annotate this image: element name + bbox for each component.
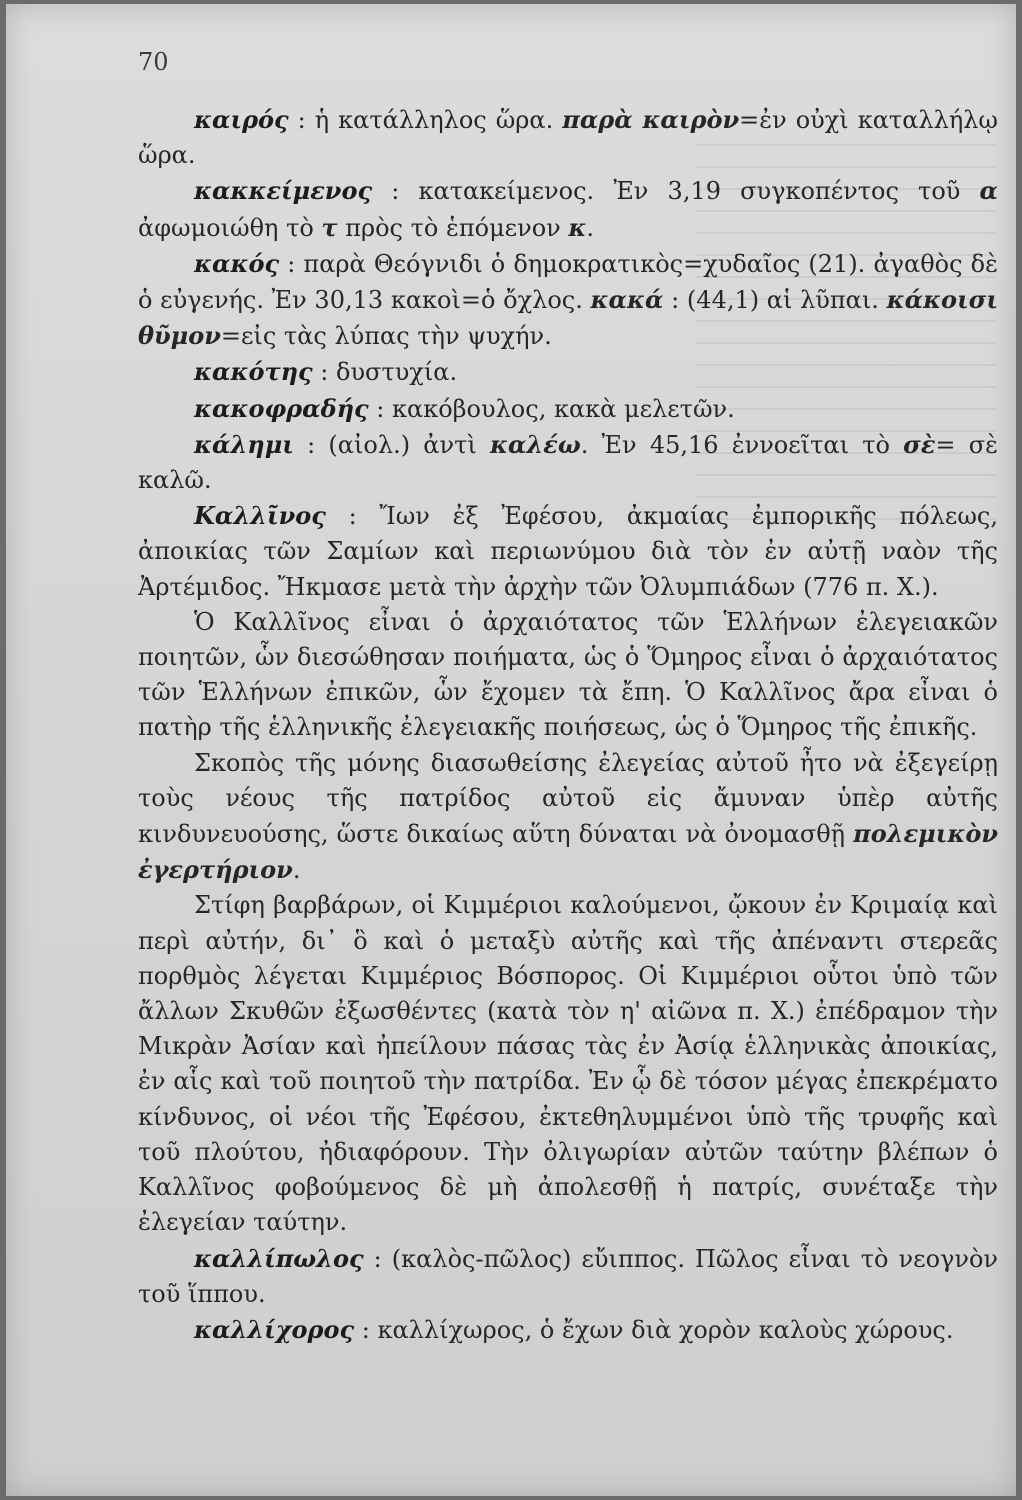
scanned-page bbox=[6, 4, 1016, 1496]
entry-kakos: κακός : παρὰ Θεόγνιδι ὁ δημοκρατικὸς=χυδαῖος (21). ἀγαθὸς δὲ ὁ εὐγενής. Ἐν 30,13 κακοὶ=ὁ ὄχλος. κακά : (44,1) αἱ λῦπαι. κάκοισι θῦμον=εἰς τὰς λύπας τὴν ψυχήν. bbox=[138, 248, 998, 351]
entry-kallipolos: καλλίπωλος : (καλὸς-πῶλος) εὔιππος. Πῶλος εἶναι τὸ νεογνὸν τοῦ ἵππου. bbox=[138, 1243, 998, 1308]
entry-kakophrades: κακοφραδής : κακόβουλος, κακὰ μελετῶν. bbox=[194, 393, 735, 423]
entry-kalemi: κάλημι : (αἰολ.) ἀντὶ καλέω. Ἐν 45,16 ἐννοεῖται τὸ σὲ= σὲ καλῶ. bbox=[138, 429, 999, 495]
headword: κακοφραδής bbox=[194, 393, 369, 423]
paragraph-kallinos-3: Στίφη βαρβάρων, οἱ Κιμμέριοι καλούμενοι, ᾤκουν ἐν Κριμαίᾳ καὶ περὶ αὐτήν, δι᾽ ὃ καὶ ὁ μεταξὺ αὐτῆς καὶ τῆς ἀπέναντι στερεᾶς πορθμὸς λέγεται Κιμμέριος Βόσπορος. Οἱ Κιμμέριοι οὗτοι ὑπὸ τῶν ἄλλων Σκυθῶν ἐξωσθέντες (κατὰ τὸν η' αἰῶνα π. Χ.) ἐπέδραμον τὴν Μικρὰν Ἀσίαν καὶ ἠπείλουν πάσας τὰς ἐν Ἀσίᾳ ἑλληνικὰς ἀποικίας, ἐν αἷς καὶ τοῦ ποιητοῦ τὴν πατρίδα. Ἐν ᾧ δὲ τόσον μέγας ἐπεκρέματο κίνδυνος, οἱ νέοι τῆς Ἐφέσου, ἐκτεθηλυμμένοι ὑπὸ τῆς τρυφῆς καὶ τοῦ πλούτου, ἠδιαφόρουν. Τὴν ὀλιγωρίαν αὐτῶν ταύτην βλέπων ὁ Καλλῖνος φοβούμενος δὲ μὴ ἀπολεσθῇ ἡ πατρίς, συνέταξε τὴν ἐλεγείαν ταύτην. bbox=[138, 891, 998, 1237]
entry-kakotes: κακότης : δυστυχία. bbox=[194, 357, 458, 387]
headword: καλλίπωλος bbox=[194, 1243, 364, 1273]
entry-kallinos: Καλλῖνος : Ἴων ἐξ Ἐφέσου, ἀκμαίας ἐμπορικῆς πόλεως, ἀποικίας τῶν Σαμίων καὶ περιωνύμου διὰ τὸν ἐν αὐτῇ ναὸν τῆς Ἀρτέμιδος. Ἤκμασε μετὰ τὴν ἀρχὴν τῶν Ὀλυμπιάδων (776 π. Χ.). bbox=[138, 501, 998, 601]
headword: κακκείμενος bbox=[194, 176, 373, 206]
headword: κακότης bbox=[194, 357, 313, 387]
paragraph-kallinos-2: Σκοπὸς τῆς μόνης διασωθείσης ἐλεγείας αὐτοῦ ἦτο νὰ ἐξεγείρῃ τοὺς νέους τῆς πατρίδος αὐτοῦ εἰς ἄμυναν ὑπὲρ αὐτῆς κινδυνευούσης, ὥστε δικαίως αὕτη δύναται νὰ ὀνομασθῇ πολεμικὸν ἐγερτήριον. bbox=[138, 748, 998, 885]
entry-kairos: καιρός : ἡ κατάλληλος ὥρα. παρὰ καιρὸν=ἐν οὐχὶ καταλλήλῳ ὥρα. bbox=[138, 105, 998, 170]
paragraph-kallinos-1: Ὁ Καλλῖνος εἶναι ὁ ἀρχαιότατος τῶν Ἑλλήνων ἐλεγειακῶν ποιητῶν, ὧν διεσώθησαν ποιήματα, ὡς ὁ Ὅμηρος εἶναι ὁ ἀρχαιότατος τῶν Ἑλλήνων ἐπικῶν, ὧν ἔχομεν τὰ ἔπη. Ὁ Καλλῖνος ἄρα εἶναι ὁ πατὴρ τῆς ἑλληνικῆς ἐλεγειακῆς ποιήσεως, ὡς ὁ Ὅμηρος τῆς ἐπικῆς. bbox=[138, 607, 998, 742]
headword: κακός bbox=[194, 248, 280, 278]
headword: καιρός bbox=[194, 105, 289, 134]
headword: Καλλῖνος bbox=[194, 501, 326, 531]
page-body bbox=[138, 102, 998, 1348]
page-number: 70 bbox=[138, 48, 169, 76]
headword: κάλημι bbox=[194, 429, 294, 459]
entry-kakkeimenos: κακκείμενος : κατακείμενος. Ἐν 3,19 συγκοπέντος τοῦ α ἀφωμοιώθη τὸ τ πρὸς τὸ ἑπόμενον κ. bbox=[138, 176, 998, 242]
headword: καλλίχορος bbox=[194, 1314, 355, 1344]
entry-kallichoros: καλλίχορος : καλλίχωρος, ὁ ἔχων διὰ χορὸν καλοὺς χώρους. bbox=[194, 1314, 954, 1344]
